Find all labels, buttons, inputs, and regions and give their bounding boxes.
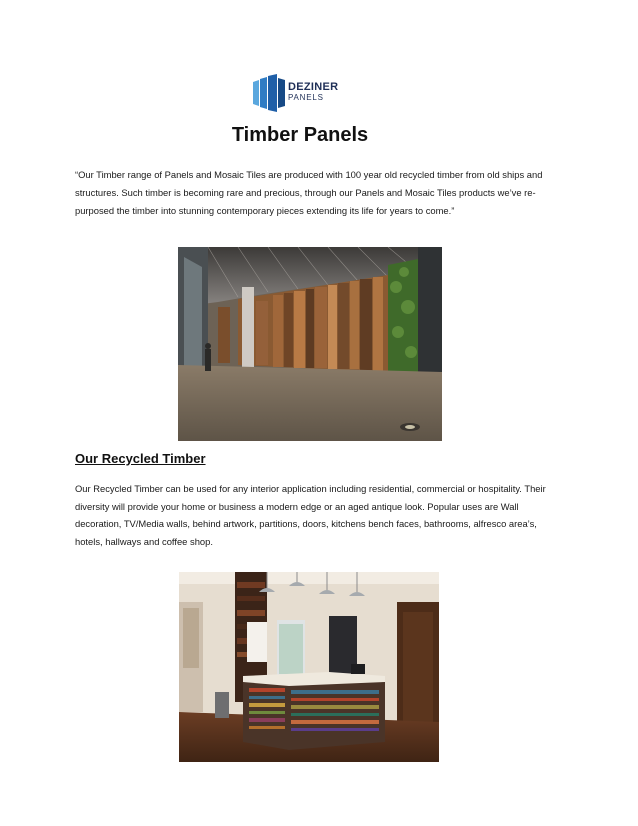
intro-quote: “Our Timber range of Panels and Mosaic Tiles are produced with 100 year old recycled timber from old ships and structures. Such timber is becoming rare and precious, through our Panels and Mosaic Tiles products we’ve re-purposed the timber into stunning contemporary pieces extending its life for years to come.” [75,169,543,216]
logo-sub-text: PANELS [288,93,324,102]
section-heading: Our Recycled Timber [75,451,206,466]
deziner-panels-logo [253,74,343,112]
logo-brand-text: DEZINER [288,81,339,93]
section-body: Our Recycled Timber can be used for any interior application including residential, commercial or hospitality. Their diversity will provide your home or business a modern edge or an aged antique look. Popular uses are Wall decoration, TV/Media walls, behind artwork, partitions, doors, kitchens bench faces, bathrooms, alfresco area’s, hotels, hallways and coffee shop. [75,483,546,547]
logo-mark-icon [253,74,287,112]
page-title: Timber Panels [231,124,369,146]
coffee-shop-counter-photo [179,572,439,762]
timber-lobby-photo [178,247,442,441]
